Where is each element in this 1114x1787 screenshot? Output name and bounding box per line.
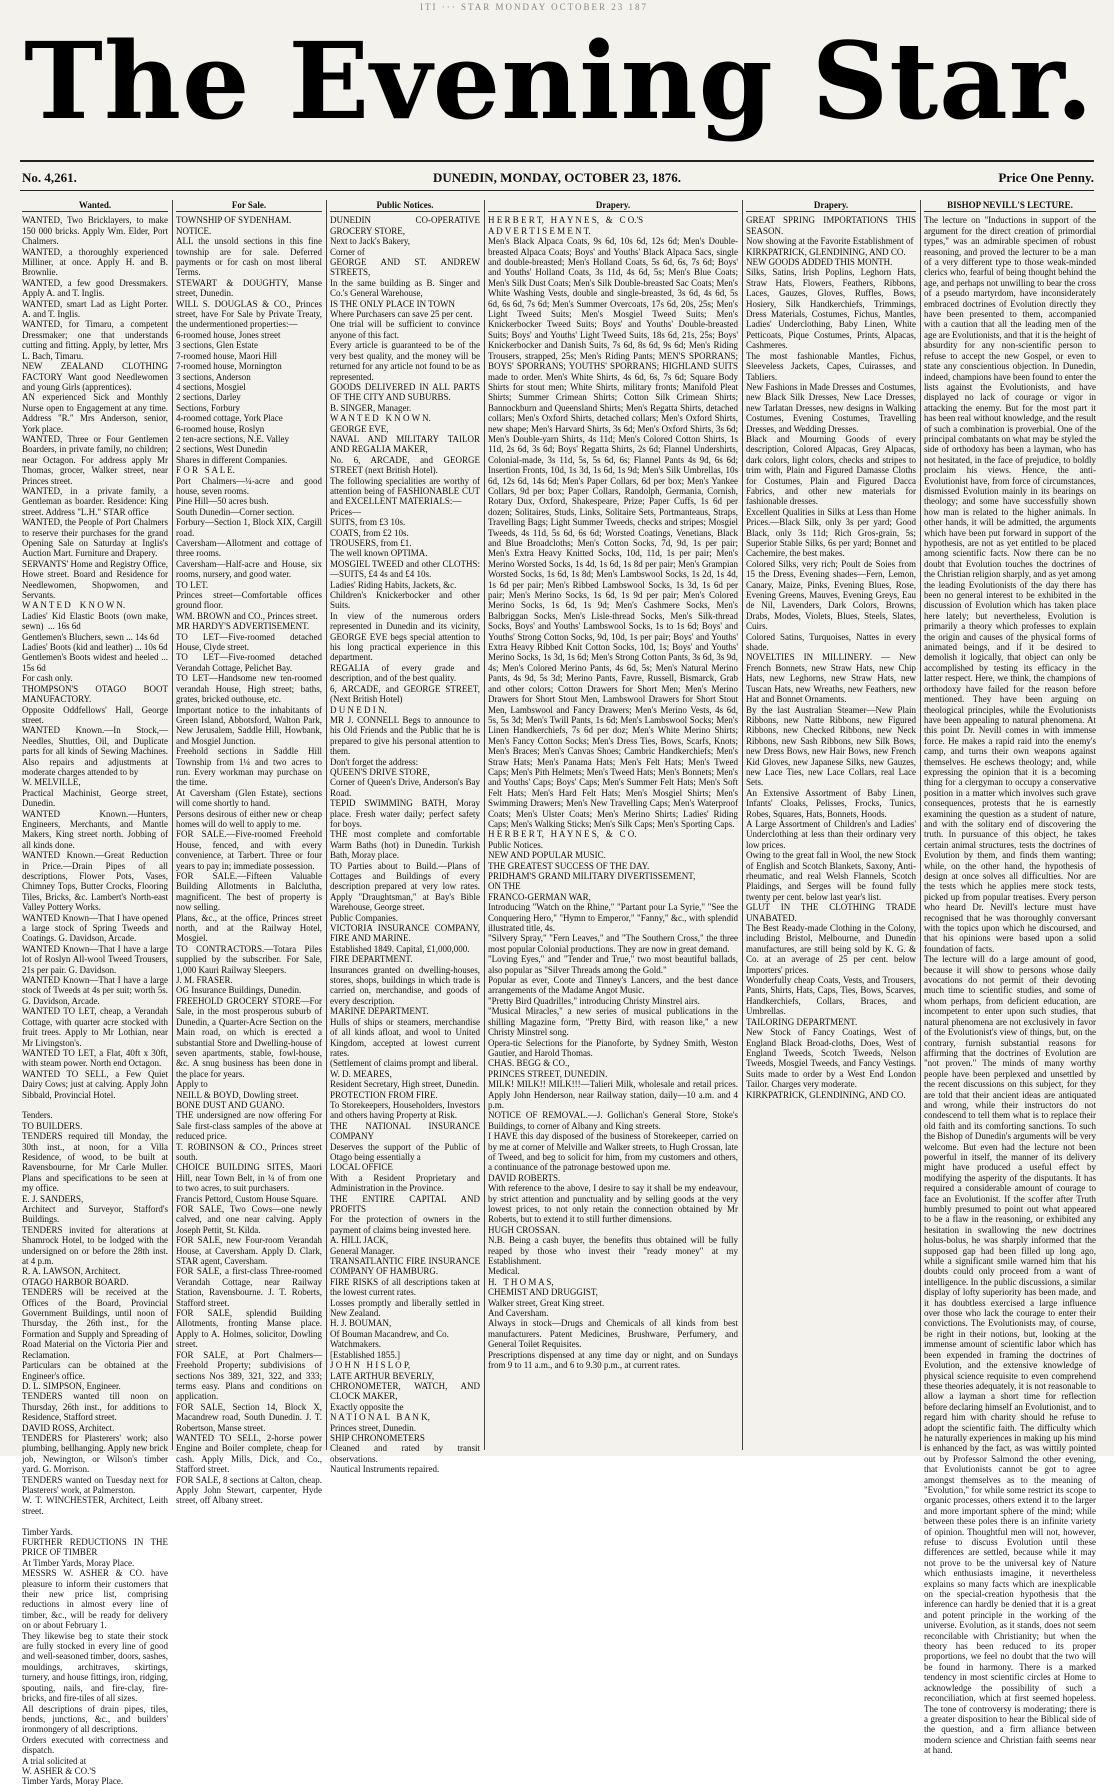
issue-number: No. 4,261. — [22, 170, 77, 185]
column-1-text: WANTED, Two Bricklayers, to make 150 000 bricks. Apply Wm. Elder, Port Chalmers. WANTED, a thoroughly experienced Milliner, at once. Apply H. and B. Brownlie. WANTED, a few good Dressmakers. Apply A. and T. Inglis. WANTED, smart Lad as Light Porter. A. and T. Inglis. WANTED, for Timaru, a competent Dressmaker; one that understands cutting and fitting. Apply, by letter, Mrs L. Bach, Timaru. NEW ZEALAND CLOTHING FACTORY Want good Needlewomen and young Girls (apprentices). AN experienced Sick and Monthly Nurse open to Engagement at any time. Address "R." Mrs Anderson, senior, York place. WANTED, Three or Four Gentlemen Boarders, in private family, no children; near Octagon. For address apply Mr Thomas, grocer, Walker street, near Princes street. WANTED, in a private family, a Gentleman as boarder. Residence: King street. Address "L.H." STAR office WANTED, the People of Port Chalmers to reserve their purchases for the grand Opening Sale on Saturday at Inglis's Auction Mart. Furniture and Drapery. SERVANTS' Home and Registry Office, Howe street. Board and Residence for Needlewomen, Shopwomen, and Servants. W A N T E D K N O W N. Ladies' Kid Elastic Boots (own make, sewn) ... 16s 6d Gentlemen's Bluchers, sewn ... 14s 6d Ladies' Boots (kid and leather) ... 10s 6d Gentlemen's Boots widest and heeled ... 15s 6d For cash only. THOMPSON'S OTAGO BOOT MANUFACTORY. Opposite Oddfellows' Hall, George street. WANTED Known.—In Stock,—Needles, Shuttles, Oil, and Duplicate parts for all kinds of Sewing Machines. Also repairs and adjustments at moderate charges attended to by W. MELVILLE, Practical Machinist, George street, Dunedin. WANTED Known.—Hunters, Engineers, Merchants, and Mantle Makers, King street north. Jobbing of all kinds done. WANTED Known.—Great Reduction in Price.—Drain Pipes of all descriptions, Flower Pots, Vases, Chimney Tops, Butter Crocks, Flooring Tiles, Bricks, &c. Lambert's North-east Valley Pottery Works. WANTED Known—That I have opened a large stock of Spring Tweeds and Coatings. G. Davidson, Arcade. WANTED Known—That I have a large lot of Roslyn All-wool Tweed Trousers, 21s per pair. G. Davidson. WANTED Known—That I have a large stock of Tweeds at 4s per suit; worth 5s. G. Davidson, Arcade. WANTED TO LET, cheap, a Verandah Cottage, with quarter acre stocked with fruit trees. Apply to Mr Lothian, near Mr Livingston's. WANTED TO LET, a Flat, 40ft x 30ft, with steam power. North end Octagon. WANTED TO SELL, a Few Quiet Dairy Cows; just at calving. Apply John Sibbald, Provincial Hotel. Tenders. TO BUILDERS. TENDERS required till Monday, the 30th inst., at noon, for a Villa Residence, of wood, to be built at Ravensbourne, for Mr Carle Muller. Plans and specifications to be seen at my office. E. J. SANDERS, Architect and Surveyor, Stafford's Buildings. TENDERS invited for alterations at Shamrock Hotel, to be lodged with the undersigned on or before the 28th inst. at 4 p.m. R. A. LAWSON, Architect. OTAGO HARBOR BOARD. TENDERS will be received at the Offices of the Board, Provincial Government Buildings, until noon of Thursday, the 26th inst., for the Formation and Supply and Spreading of Road Material on the Victoria Pier and Reclamation. Particulars can be obtained at the Engineer's office. D. L. SIMPSON, Engineer. TENDERS wanted till noon on Thursday, 26th inst., for additions to Residence, Stafford street. DAVID ROSS, Architect. TENDERS for Plasterers' work; also plumbing, bellhanging. Apply new brick job, Newington, or Wilson's timber yard. G. Morrison. TENDERS wanted on Tuesday next for Plasterers' work, at Palmerston. W. T. WINCHESTER, Architect, Leith street. Timber Yards. FURTHER REDUCTIONS IN THE PRICE OF TIMBER At Timber Yards, Moray Place. MESSRS W. ASHER & CO. have pleasure to inform their customers that their new price list, comprising reductions in almost every line of timber, &c., will be ready for delivery on or about February 1. They likewise beg to state their stock are fully stocked in every line of good and well-seasoned timber, doors, sashes, mouldings, architraves, skirtings, turnery, and house fittings, iron, ridging, spouting, nails, and fire-clay, fire-bricks, and fire-tiles of all sizes. All descriptions of drain pipes, tiles, bends, junctions, &c., and builders' ironmongery of all descriptions. Orders executed with correctness and dispatch. A trial solicited at W. ASHER & CO.'S Timber Yards, Moray Place. — [22, 215, 168, 1787]
price: Price One Penny. — [998, 170, 1094, 185]
masthead-stamp: ITI ··· STAR MONDAY OCTOBER 23 187 — [420, 2, 648, 12]
column-divider — [172, 200, 173, 1450]
masthead-title: The Evening Star. — [24, 18, 1094, 143]
column-2-text: TOWNSHIP OF SYDENHAM. NOTICE. ALL the unsold sections in this fine township are for sale. Deferred payments or for cash on most liberal Terms. STEWART & DOUGHTY, Manse street, Dunedin. WILL S. DOUGLAS & CO., Princes street, have For Sale by Private Treaty, the undermentioned properties:— 6-roomed house, Jones street 3 sections, Glen Estate 7-roomed house, Maori Hill 7-roomed house, Mornington 3 sections, Anderson 4 sections, Mosgiel 2 sections, Darley Sections, Forbury 4-roomed cottage, York Place 6-roomed house, Roslyn 2 ten-acre sections, N.E. Valley 2 sections, West Dunedin Shares in different Companies. F O R S A L E. Port Chalmers—¼-acre and good house, seven rooms. Pine Hill—50 acres bush. South Dunedin—Corner section. Forbury—Section 1, Block XIX, Cargill road. Caversham—Allotment and cottage of three rooms. Caversham—Half-acre and House, six rooms, nursery, and good water. TO LET. Princes street—Comfortable offices ground floor. WM. BROWN and CO., Princes street. MR HARDY'S ADVERTISEMENT. TO LET—Five-roomed detached House, Clyde street. TO LET—Five-roomed detached Verandah Cottage, Pelichet Bay. TO LET—Handsome new ten-roomed verandah House, High street; baths, grates, bricked outhouse, etc. Important notice to the inhabitants of Green Island, Abbotsford, Walton Park, New Jerusalem, Saddle Hill, Howbank, and Mosgiel Junction. Freehold sections in Saddle Hill Township from 1¼ and two acres to run. Every workman may purchase on the time. At Caversham (Glen Estate), sections will come shortly to hand. Persons desirous of either new or cheap homes will do well to apply to me. FOR SALE.—Five-roomed Freehold House, fenced, and with every convenience, at Tarbert. Three or four years to pay in; immediate possession. FOR SALE.—Fifteen Valuable Building Allotments in Balclutha, magnificent. The best of property is now selling. Plans, &c., at the office, Princes street north, and at the Railway Hotel, Mosgiel. TO CONTRACTORS.—Totara Piles supplied by the subscriber. For Sale, 1,000 Kauri Railway Sleepers. J. M. FRASER. OG Insurance Buildings, Dunedin. FREEHOLD GROCERY STORE—For Sale, in the most prosperous suburb of Dunedin, a Quarter-Acre Section on the Main road, on which is erected a substantial Store and Dwelling-house of seven apartments, stable, fowl-house, &c. A snug business has been done in the place for years. Apply to NEILL & BOYD, Dowling street. BONE DUST AND GUANO. THE undersigned are now offering For Sale first-class samples of the above at reduced price. T. ROBINSON & CO., Princes street south. CHOICE BUILDING SITES, Maori Hill, near Town Belt, in ¼ of from one to two acres, to suit purchasers. Francis Pettord, Custom House Square. FOR SALE, Two Cows—one newly calved, and one near calving. Apply Joseph Pettit, St. Kilda. FOR SALE, new Four-room Verandah House, at Caversham. Apply D. Clark, STAR agent, Caversham. FOR SALE, a first-class Three-roomed Verandah Cottage, near Railway Station, Ravensbourne. J. T. Roberts, Stafford street. FOR SALE, splendid Building Allotments, fronting Manse place. Apply to A. Holmes, solicitor, Dowling street. FOR SALE, at Port Chalmers—Freehold Property; subdivisions of sections Nos 389, 321, 322, and 333; terms easy. Plans and conditions on application. FOR SALE, Section 14, Block X, Macandrew road, South Dunedin. J. T. Robertson, Manse street. WANTED TO SELL, 2-horse power Engine and Boiler complete, cheap for cash. Apply Mills, Dick, and Co., Stafford street. FOR SALE, 8 sections at Calton, cheap. Apply John Stewart, carpenter, Hyde street, off Albany street. — [176, 215, 322, 1506]
column-6 — [924, 200, 1096, 1756]
column-5 — [746, 200, 916, 1450]
issue-rule — [20, 190, 1094, 191]
column-divider — [920, 200, 921, 1450]
column-divider — [326, 200, 327, 1450]
top-rule — [20, 160, 1094, 162]
column-4-heading: Drapery. — [488, 200, 738, 212]
column-3 — [330, 200, 480, 1475]
column-2 — [176, 200, 322, 1506]
column-3-text: DUNEDIN CO-OPERATIVE GROCERY STORE, Next to Jack's Bakery, Corner of GEORGE AND ST. ANDREW STREETS, In the same building as B. Singer and Co.'s General Warehouse, IS THE ONLY PLACE IN TOWN Where Purchasers can save 25 per cent. One trial will be sufficient to convince anyone of this fact. Every article is guaranteed to be of the very best quality, and the money will be returned for any article not found to be as represented. GOODS DELIVERED IN ALL PARTS OF THE CITY AND SUBURBS. B. SINGER, Manager. W A N T E D K N O W N. GEORGE EVE, NAVAL AND MILITARY TAILOR AND REGALIA MAKER, No. 6, ARCADE, and GEORGE STREET (next British Hotel). The following specialities are worthy of attention being of FASHIONABLE CUT and EXCELLENT MATERIALS:— Prices— SUITS, from £3 10s. COATS, from £2 10s. TROUSERS, from £1. The well known OPTIMA. MOSGIEL TWEED and other CLOTHS:—SUITS, £4 4s and £4 10s. Ladies' Riding Habits, Jackets, &c. Children's Knickerbocker and other Suits. In view of the numerous orders represented in Dunedin and its vicinity, GEORGE EVE begs special attention to his long practical experience in this department. REGALIA of every grade and description, and of the best quality. 6, ARCADE, and GEORGE STREET, (Next British Hotel) D U N E D I N. MR J. CONNELL Begs to announce to his Old Friends and the Public that he is prepared to give his personal attention to them. Don't forget the address: QUEEN'S DRIVE STORE, Corner of Queen's Drive, Anderson's Bay Road. TEPID SWIMMING BATH, Moray place. Fresh water daily; perfect safety for boys. THE most complete and comfortable Warm Baths (hot) in Dunedin. Turkish Bath, Moray place. TO Parties about to Build.—Plans of Cottages and Buildings of every description prepared at very low rates. Apply "Draughtsman," at Bay's Bible Warehouse, George street. Public Companies. VICTORIA INSURANCE COMPANY, FIRE AND MARINE. Established 1849. Capital, £1,000,000. FIRE DEPARTMENT. Insurances granted on dwelling-houses, stores, shops, buildings in which trade is carried on, merchandise, and goods of every description. MARINE DEPARTMENT. Hulls of ships or steamers, merchandise of all kinds afloat, and wool to United Kingdom, accepted at lowest current rates. (Settlement of claims prompt and liberal. W. D. MEARES, Resident Secretary, High street, Dunedin. PROTECTION FROM FIRE. To Storekeepers, Householders, Investors and others having Property at Risk. THE NATIONAL INSURANCE COMPANY Deserves the support of the Public of Otago being essentially a LOCAL OFFICE With a Resident Proprietary and Administration in the Province. THE ENTIRE CAPITAL AND PROFITS For the protection of owners in the payment of claims being invested here. A. HILL JACK, General Manager. TRANSATLANTIC FIRE INSURANCE COMPANY OF HAMBURG. FIRE RISKS of all descriptions taken at the lowest current rates. Losses promptly and liberally settled in New Zealand. H. J. BOUMAN, Of Bouman Macandrew, and Co. Watchmakers. [Established 1855.] J O H N H I S L O P, LATE ARTHUR BEVERLY, CHRONOMETER, WATCH, AND CLOCK MAKER, Exactly opposite the N A T I O N A L B A N K, Princes street, Dunedin. SHIP CHRONOMETERS Cleaned and rated by transit observations. Nautical Instruments repaired. — [330, 215, 480, 1475]
column-1-heading: Wanted. — [22, 200, 168, 212]
column-2-heading: For Sale. — [176, 200, 322, 212]
column-3-heading: Public Notices. — [330, 200, 480, 212]
column-5-text: GREAT SPRING IMPORTATIONS THIS SEASON. Now showing at the Favorite Establishment of KIRKPATRICK, GLENDINING, AND CO. NEW GOODS ADDED THIS MONTH. Silks, Satins, Irish Poplins, Leghorn Hats, Straw Hats, Flowers, Feathers, Ribbons, Laces, Gauzes, Gloves, Ruffles, Bows, Hosiery, Silk Handkerchiefs, Trimmings, Dress Materials, Costumes, Fichus, Mantles, Ladies' Underclothing, Baby Linen, White Petticoats, Pique Costumes, Prints, Alpacas, Cashmeres. The most fashionable Mantles, Fichus, Sleeveless Jackets, Capes, Cuirasses, and Tabliers. New Fashions in Made Dresses and Costumes, new Black Silk Dresses, New Lace Dresses, new Tarlatan Dresses, new designs in Walking Costumes, Evening Costumes, Travelling Dresses, and Wedding Dresses. Black and Mourning Goods of every description, Colored Alpacas, Grey Alpacas, dark colors, light colors, checks and stripes to trim with, Plain and Figured Damasse Cloths for Costumes, Plain and Figured Dacca Fabrics, and other new materials for fashionable dresses. Excellent Qualities in Silks at Less than Home Prices.—Black Silk, only 3s per yard; Good Black, only 3s 11d; Rich Gros-grain, 5s; Superior Stable Silks, 6s per yard; Bonnet and Cachemire, the best makes. Colored Silks, very rich; Poult de Soies from 15 the Dress, Evening shades—Fern, Lemon, Canary, Maize, Pinks, Evening Blues, Rose, Evening Greens, Mauves, Evening Greys, Eau de Nil, Lavenders, Dark Colors, Browns, Drabs, Modes, Violets, Blues, Steels, Slates, Cuirs. Colored Satins, Turquoises, Nattes in every shade. NOVELTIES IN MILLINERY. — New French Bonnets, new Straw Hats, new Chip Hats, new Leghorns, new Straw Hats, new Tuscan Hats, new Wreaths, new Feathers, new Hat and Bonnet Ornaments. By the last Australian Steamer—New Plain Ribbons, new Natte Ribbons, new Figured Ribbons, new Checked Ribbons, new Neck Ribbons, new Sash Ribbons, new Silk Bows, new Dress Bows, new Hair Bows, new French Kid Gloves, new Japanese Silks, new Gauzes, new Lace Ties, new Lace Collars, real Lace Sets. An Extensive Assortment of Baby Linen, Infants' Cloaks, Pelisses, Frocks, Tunics, Robes, Squares, Hats, Bonnets, Hoods. A Large Assortment of Children's and Ladies' Underclothing at less than their ordinary very low prices. Owing to the great fall in Wool, the new Stock of English and Scotch Blankets, Saxony, Anti-rheumatic, and real Welsh Flannels, Scotch Plaidings, and Serges will be found fully twenty per cent. below last year's list. GLUT IN THE CLOTHING TRADE UNABATED. The Best Ready-made Clothing in the Colony, including Bristol, Melbourne, and Dunedin manufactures, are still being sold by K. G. & Co. at an average of 25 per cent. below Importers' prices. Wonderfully cheap Coats, Vests, and Trousers, Pants, Shirts, Hats, Caps, Ties, Bows, Scarves, Handkerchiefs, Collars, Braces, and Umbrellas. TAILORING DEPARTMENT. New Stock of Fancy Coatings, West of England Black Broad-cloths, Does, West of England Tweeds, Scotch Tweeds, Nelson Tweeds, Mosgiel Tweeds, and Fancy Vestings. Suits made to order by a West End London Tailor. Charges very moderate. KIRKPATRICK, GLENDINING, AND CO. — [746, 215, 916, 1100]
column-6-heading: BISHOP NEVILL'S LECTURE. — [924, 200, 1096, 212]
column-4 — [488, 200, 738, 1450]
column-6-text: The lecture on "Inductions in support of the argument for the direct creation of primordial types," was an admirable specimen of robust reasoning, and proved the lecturer to be a man of a very different type to those weak-minded clerics who, fearful of being thought behind the age, and perhaps not unwilling to bear the cross of a pseudo martyrdom, have inconsiderately embraced doctrines of Evolution directly they have been presented to them, accompanied with a caution that all the leading men of the age are Evolutionists, and that it is the height of absurdity for any non-scientific person to refuse to accept the new Gospel, or even to state any conscientious objection. In Dunedin, indeed, champions have been found to enter the lists against the Evolutionists, and have displayed no lack of courage or vigor in attacking the enemy. But for the most part it has been real without knowledge, and the result of such a combination is proverbial. One of the principal combatants on what may be styled the side of orthodoxy has been a layman, who has not hesitated, in the face of prejudice, to boldly proclaim his views. Hence, the anti-Evolutionist have, from force of circumstances, dismissed Evolution mainly in its bearings on theology; and some have successfully shown how man is related to the higher animals. In other hands, it will be admitted, the arguments which have been put forward in support of the hypothesis, are not as yet entitled to be placed among scientific facts. Now there can be no doubt that Evolution touches the doctrines of the Christian religion sharply, and as yet among the leading Evolutionists of the day there has been no general interest to be exhibited in the discussion of Evolution which has taken place here lately; but nevertheless, Evolution is primarily a theory which professes to explain the origin and causes of the physical forms of animated beings, and if it be desired to demolish it logically, that object can only be accomplished by testing its efficacy in the latter respect. Here, we think, the champions of orthodoxy have failed for the reason before mentioned. They have been arguing on theological principles, while the Evolutionists have been appealing to natural phenomena. At this point Dr. Nevill comes in with immense force. He makes a rapid raid into the enemy's camp, and turns their own weapons against themselves. He eschews theology; and, while expressing the opinion that it is a becoming thing for a clergyman to occupy a conservative position in a matter which involves such grave consequences, protests that he is earnestly examining the question as a student of nature, and with the solitary end of discovering the truth. In pursuance of this object, he takes certain animal structures, tests the doctrines of Evolution by them, and finds them wanting; while, on the other hand, the hypothesis of design at once solves all difficulties. Nor are the tests which he applies mere stock tests, picked up from popular treatises. Every person who heard Dr. Nevill's lecture must have recognised that he was thoroughly conversant with the topics upon which he discoursed, and that his opinions were based upon a solid foundation of facts. The lecture will do a large amount of good, because it will show to persons whose daily avocations do not permit of their devoting much time to scientific studies, and some of whom perhaps, from deficient education, are incompetent to enter upon such studies, that natural phenomena are not exclusively in favor of the Evolutionist's view of things, but, on the contrary, furnish substantial reasons for affirming that the doctrines of Evolution are "not proven." The minds of many worthy people have been perplexed and unsettled by the recent discussions on this subject, for they are told that their ancient ideas are antiquated and wrong, while their instructors do not condescend to tell them what is to replace their old faith and its comforting sanctions. To such the Bishop of Dunedin's arguments will be very welcome. But even had the lecture not been powerful in itself, the manner of its delivery might have produced a useful effect by modifying the asperity of the disputants. It has required a considerable amount of courage to face an Evolutionist. If the scoffer after Truth humbly presumed to point out what appeared to be a flaw in the reasoning, or exhibited any hesitation in swallowing the new doctrines holus-bolus, he was sharply informed that the supposed gap had been filled up long ago, while a significant smile warned him that his doubts could only proceed from a want of intelligence. In the public discussions, a similar display of lofty superiority has been made, and it has doubtless exercised a large influence over those who lack the courage to enter their convictions. The Evolutionists may, of course, be right in their notions, but, looking at the immense amount of scientific labor which has been expended in framing the doctrines of Evolution, and the extensive knowledge of physical science requisite to even comprehend these theories adequately, it is not reasonable to allow a layman a short time for reflection before declaring himself an Evolutionist, and to regard him with charity should he refuse to adopt the scientific faith. The difficulty which he naturally experiences in making up his mind is enhanced by the fact, as was wittily pointed out by Professor Salmond the other evening, that Evolutionists cannot be got to agree amongst themselves as to the meaning of "Evolution," for while some restrict its scope to organic processes, others extend it to the larger and more important sphere of the mind; while between these poles there is an infinite variety of opinion. Thoughtful men will not, however, refuse to discuss Evolution until these differences are settled, because while it may not prove to be the universal key of Nature which enthusiasts imagine, it nevertheless explains so many facts which are inexplicable on the special-creation hypothesis that the inference can hardly be denied that it is a great and potent principle in the working of the universe. Evolution, as it stands, does not seem reconcilable with Christianity; but when the theory has been reduced to its proper proportions, we feel no doubt that the two will be found in harmony. There is a marked tendency in most scientific circles at Home to acknowledge the possibility of such a reconciliation, which at first seemed hopeless. The tone of controversy is moderating; there is a greater disposition to hear the Biblical side of the question, and a firm alliance between modern science and Christian faith seems near at hand. — [924, 215, 1096, 1756]
dateline: DUNEDIN, MONDAY, OCTOBER 23, 1876. — [433, 170, 681, 185]
column-1 — [22, 200, 168, 1787]
column-divider — [742, 200, 743, 1450]
column-divider — [484, 200, 485, 1450]
column-4-text: H E R B E R T, H A Y N E S, & C O.'S A D V E R T I S E M E N T. Men's Black Alpaca Coats, 9s 6d, 10s 6d, 12s 6d; Men's Double-breasted Alpaca Coats; Boys' and Youths' Black Alpaca Sacs, single and double-breasted; Men's Holland Coats, 5s 6d, 6s, 7s 6d; Boys' and Youths' Holland Coats, 3s 11d, 4s 6d, 5s; Men's Blue Coats; Men's Silk Dust Coats; Men's Silk Double-breasted Sac Coats; Men's White Washing Vests, double and single-breasted, 3s 6d, 4s 6d, 5s 6d, 6s 6d, 7s 6d; Men's Summer Overcoats, 17s 6d, 20s, 25s; Men's Light Tweed Suits; Men's Mosgiel Tweed Suits; Men's Knickerbocker Tweed Suits; Boys' and Youths' Double-breasted Suits; Boys' and Youths' Light Tweed Suits, 18s 6d, 21s, 25s; Boys' Knickerbocker and Danish Suits, 7s 6d, 8s 6d, 9s 6d; Men's Riding Trousers, strapped, 25s; Men's Riding Pants; MEN'S SPORRANS; BOYS' SPORRANS; YOUTHS' SPORRANS; HIGHLAND SUITS made to order. Men's White Shirts, 4s 6d, 6s, 7s 6d; Square Body Shirts for stout men; White Shirts, military fronts; Manifold Pleat Shirts; Summer Crimean Shirts; Cotton Silk Crimean Shirts; Bannockburn and Queensland Shirts; Men's Regatta Shirts, detached collars; Men's Oxford Shirts, detached collars; Men's Oxford Shirts, new shape; Men's Harvard Shirts, 3s 6d; Men's Oxford Shirts, 3s 6d; Men's Double-yarn Shirts, 4s 11d; Men's Colored Cotton Shirts, 1s 11d, 2s 6d, 3s 6d; Boys' Regatta Shirts, 2s 6d; Flannel Undershirts, Colonial-made, 3s 11d, 5s, 5s 6d, 6s; Flannel Pants 4s 9d, 6s 6d; Insertion Fronts, 10d, 1s 3d, 1s 6d, 1s 9d; Men's Silk Umbrellas, 10s 6d, 12s 6d, 14s 6d; Men's Paper Collars, 6d per box; Men's Yankee Collars, 9d per box; Paper Collars, Randolph, Germania, Cornish, Rotary Dux, Oxford, Shakespeare, Prize; Paper Cuffs, 1s 6d per dozen; Solitaires, Studs, Links, Solitaire Sets, Portmanteaus, Straps, Travelling Bags; Light Summer Tweeds, checks and stripes; Mosgiel Tweeds, 4s 11d, 5s 6d, 6s 6d; Worsted Coatings, Venetians, Black and Blue Broadcloths; Men's Cotton Socks, 7d, 9d, 1s per pair; Men's Extra Heavy Knitted Socks, 10d, 11d, 1s per pair; Men's Merino Worsted Socks, 1s 4d, 1s 6d, 1s 8d per pair; Men's Grampian Worsted Socks, 1s 6d, 1s 8d; Men's Lambswool Socks, 1s 2d, 1s 4d, 1s 6d per pair; Men's Ribbed Lambswool Socks, 1s 3d, 1s 6d per pair; Men's Merino Socks, 1s 6d, 1s 9d per pair; Men's Colored Merino Socks, 1s 6d, 1s 9d; Men's Cashmere Socks, Men's Balbriggan Socks, Men's Lisle-thread Socks, Men's Silk-thread Socks, Boys' and Youths' Lambswool Socks, 1s to 1s 6d; Boys' and Youths' Strong Cotton Socks, 9d, 10d, 1s per pair; Boys' and Youths' Extra Heavy Ribbed Knit Cotton Socks, 10d, 1s; Boys' and Youths' Merino Socks, 1s 3d, 1s 6d; Men's Strong Cotton Pants, 3s 6d, 3s 9d, 4s; Men's Colored Merino Pants, 4s 6d, 5s; Men's Natural Merino Pants, 4s 9d, 5s 3d; Merino Pants, Favre, Russell, Bismarck, Grab and other colors; Cotton Drawers for Short Men; Men's Merino Drawers for Short Stout Men, Lambswool Drawers for Short Stout Men, Lambswool and Fancy Drawers; Men's Merino Vests, 4s 6d, 5s, 5s 3d; Men's Twill Pants, 1s 6d; Men's Lambswool Socks; Men's Linen Handkerchiefs, 7s 6d per doz; Men's White Merino Shirts; Men's Fancy Cotton Socks; Men's Dress Ties, Bows, Scarfs, Knots; Men's Braces; Men's Canvas Shoes; Cambric Handkerchiefs; Men's Straw Hats; Men's Panama Hats; Men's Felt Hats; Men's Tweed Caps; Men's Pith Helmets; Men's Tweed Hats; Men's Bonnets; Men's and Youths' Caps; Boys' Caps; Men's Summer Felt Hats; Men's Soft Felt Hats; Men's Hard Felt Hats; Men's Mosgiel Shirts; Men's Swimming Drawers; Men's New Travelling Caps; Men's Waterproof Coats; Men's Ulster Coats; Men's Merino Shirts; Ladies' Riding Caps; Men's Walking Sticks; Men's Silk Caps; Men's Sporting Caps. H E R B E R T, H A Y N E S, & C O. Public Notices. NEW AND POPULAR MUSIC. THE GREATEST SUCCESS OF THE DAY. PRIDHAM'S GRAND MILITARY DIVERTISSEMENT, ON THE FRANCO-GERMAN WAR, Introducing "Watch on the Rhine," "Partant pour La Syrie," "See the Conquering Hero," "Hymn to Emperor," "Fanny," &c., with splendid illustrated title, 4s. "Silvery Spray," "Fern Leaves," and "The Southern Cross," the three most popular Colonial productions. They are now in great demand. "Loving Eyes," and "Tender and True," two most beautiful ballads, also popular as "Silver Threads among the Gold." Popular as ever, Coote and Tinney's Lancers, and the best dance arrangements of the Madame Angot Music. "Pretty Bird Quadrilles," introducing Christy Minstrel airs. "Musical Miracles," a new series of musical publications in the shilling Magazine form, "Pretty Bird, with reason like," a new Christy Minstrel song. Opera-tic Selections for the Pianoforte, by Sydney Smith, Weston Gautier, and Harold Thomas. CHAS. BEGG & CO., PRINCES STREET, DUNEDIN. MILK! MILK!! MILK!!!—Talieri Milk, wholesale and retail prices. Apply John Henderson, near Railway station, daily—10 a.m. and 4 p.m. NOTICE OF REMOVAL.—J. Gollichan's General Store, Stoke's Buildings, to corner of Albany and King streets. I HAVE this day disposed of the business of Storekeeper, carried on by me at corner of Melville and Walker streets, to Hugh Crossan, late of Tweed, and beg to solicit for him, from my customers and others, a continuance of the patronage bestowed upon me. DAVID ROBERTS. With reference to the above, I desire to say it shall be my endeavour, by strict attention and punctuality and by selling goods at the very lowest prices, to not only retain the connection obtained by Mr Roberts, but to extend it to still further dimensions. HUGH CROSSAN. N.B. Being a cash buyer, the benefits thus obtained will be fully reaped by those who invest their "ready money" at my Establishment. Medical. H. T H O M A S, CHEMIST AND DRUGGIST, Walker street, Great King street. And Caversham. Always in stock—Drugs and Chemicals of all kinds from best manufacturers. Patent Medicines, Brushware, Perfumery, and General Toilet Requisites. Prescriptions dispensed at any time day or night, and on Sundays from 9 to 11 a.m., and 6 to 9.30 p.m., at current rates. — [488, 215, 738, 1371]
column-5-heading: Drapery. — [746, 200, 916, 212]
